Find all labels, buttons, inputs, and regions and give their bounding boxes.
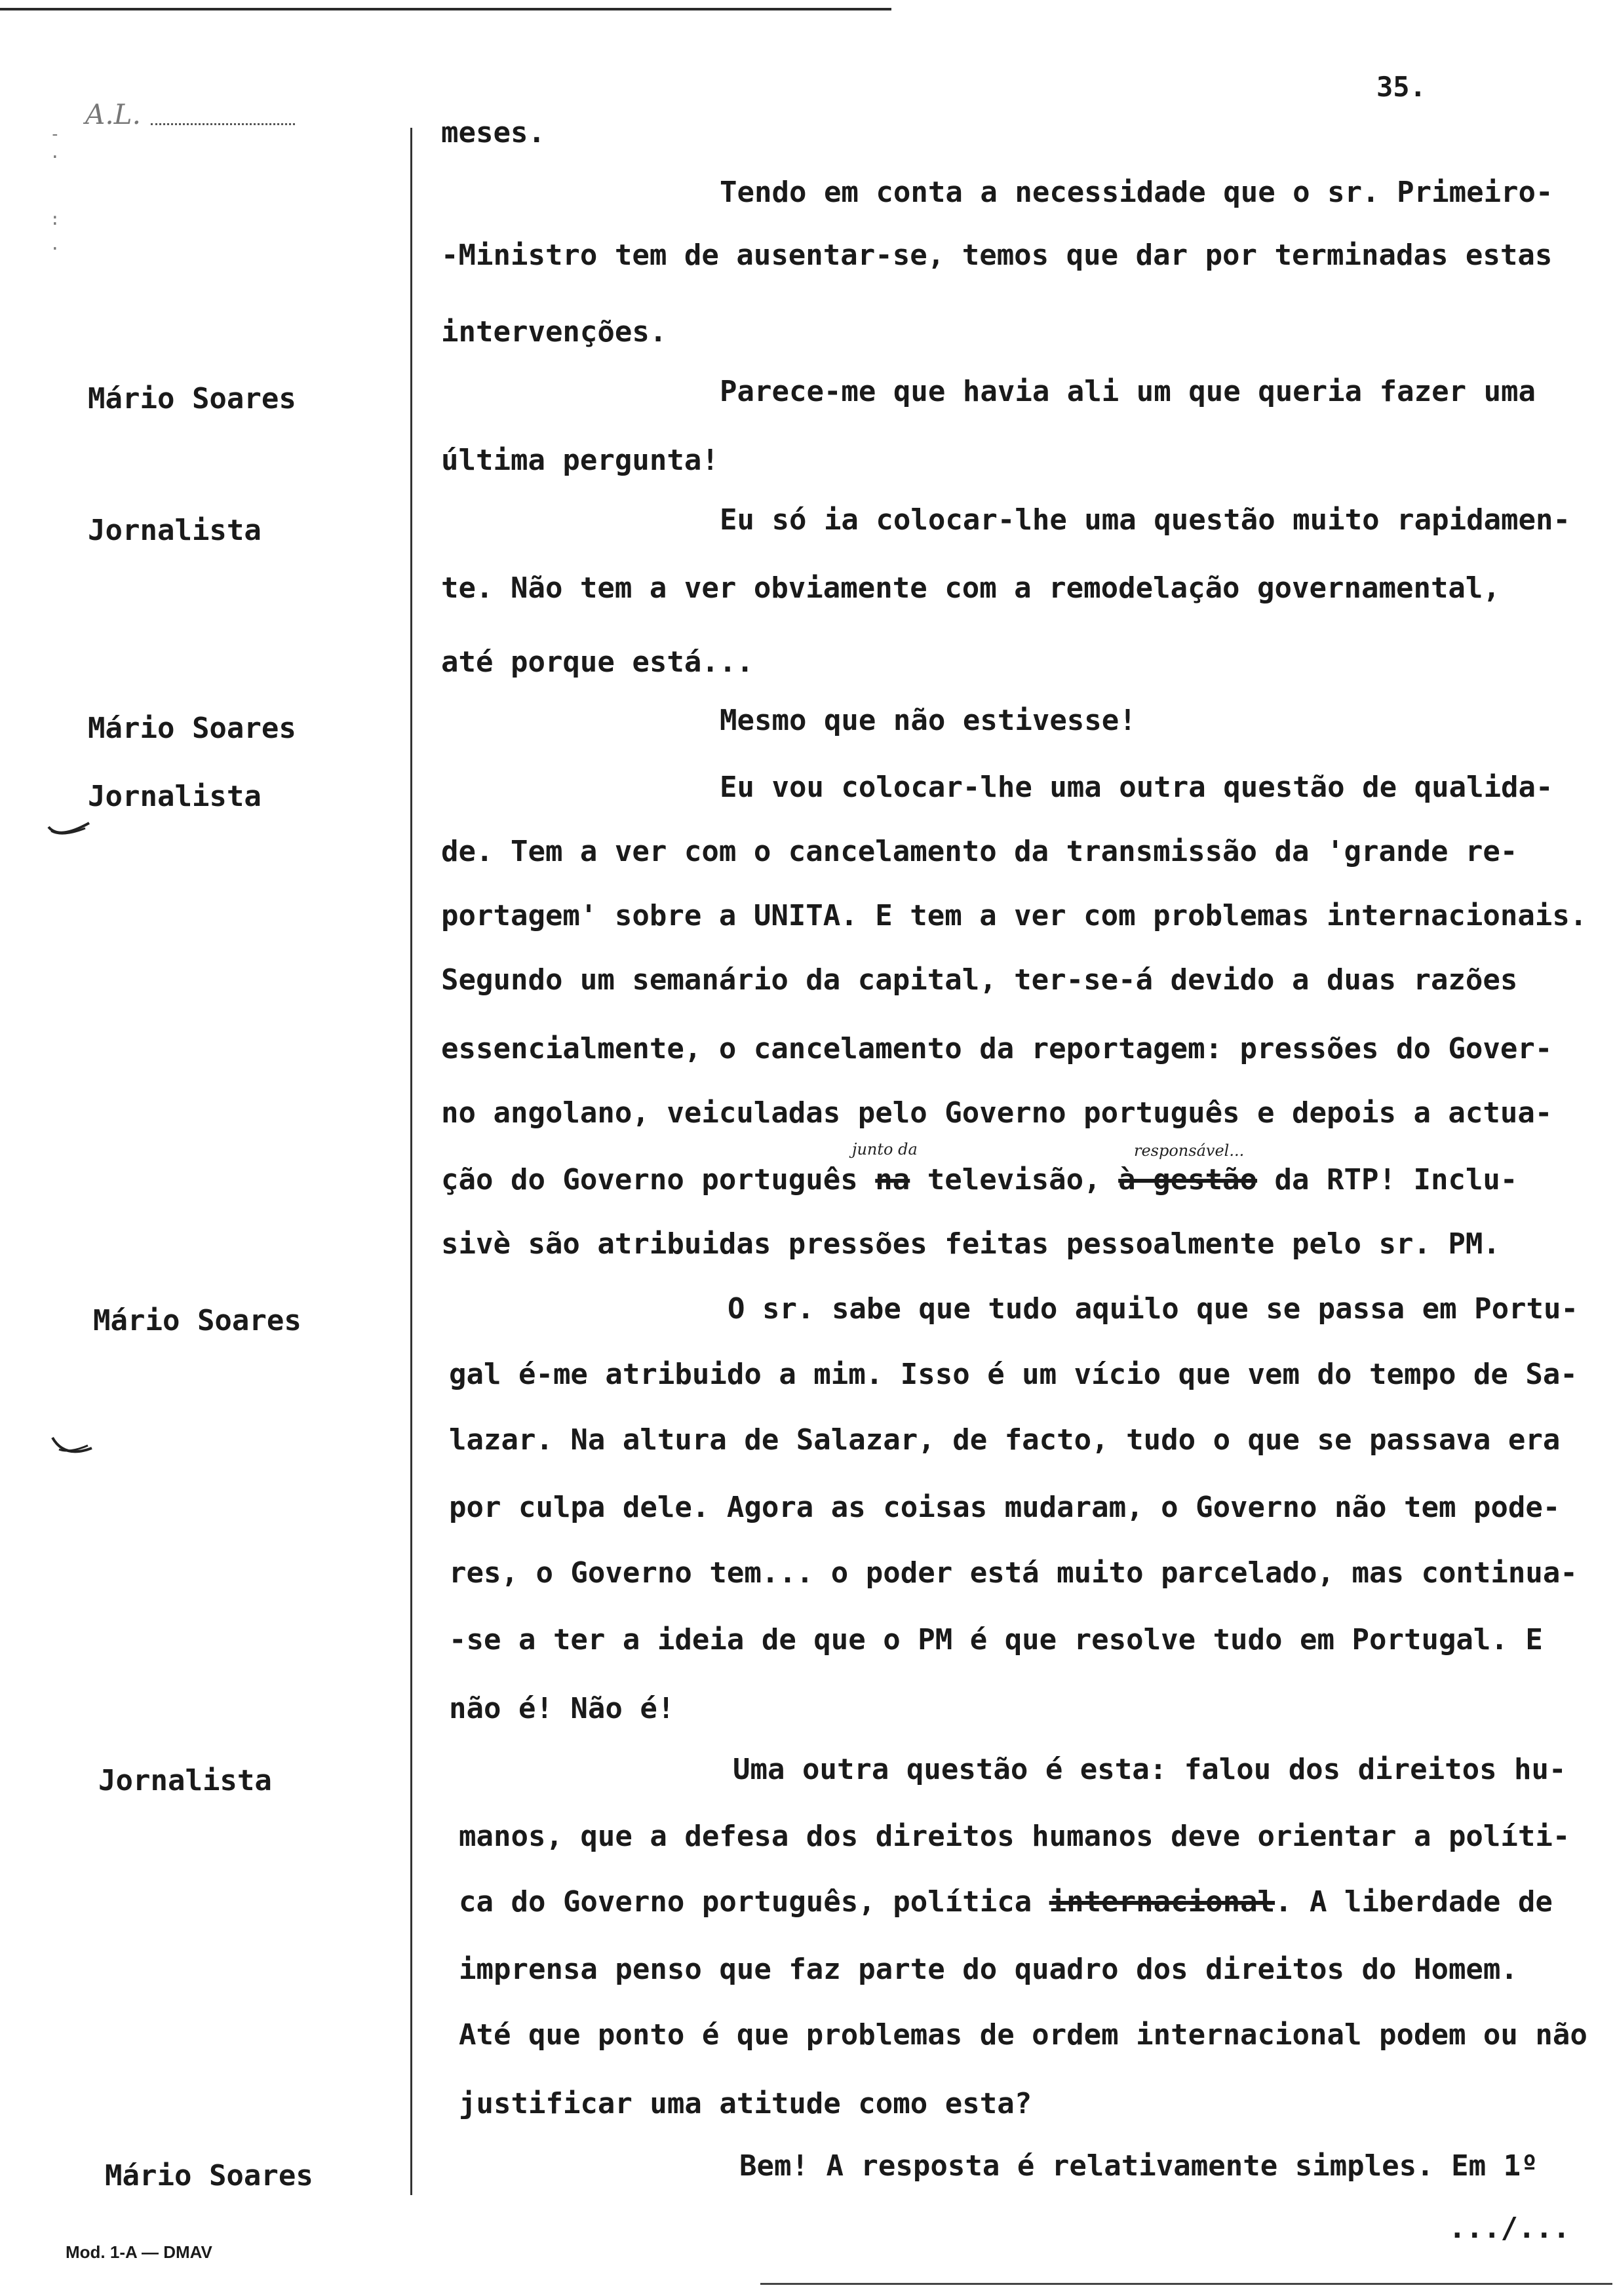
handwritten-insertion: responsável... bbox=[1134, 1141, 1245, 1160]
speaker-label: Jornalista bbox=[88, 780, 262, 813]
stray-mark: : bbox=[50, 210, 60, 229]
stray-mark: - bbox=[50, 124, 60, 144]
transcript-line: te. Não tem a ver obviamente com a remodelação governamental, bbox=[441, 571, 1500, 605]
transcript-line: por culpa dele. Agora as coisas mudaram, o Governo não tem pode- bbox=[449, 1491, 1561, 1524]
stray-mark: · bbox=[50, 147, 60, 167]
struck-word: na bbox=[875, 1163, 910, 1196]
speaker-label: Mário Soares bbox=[88, 712, 296, 745]
bottom-rule bbox=[760, 2283, 1612, 2285]
handwritten-check-mark-icon bbox=[46, 818, 92, 844]
page-number: 35. bbox=[1376, 71, 1426, 103]
transcript-line: Eu vou colocar-lhe uma outra questão de qualida- bbox=[720, 771, 1553, 804]
transcript-line: de. Tem a ver com o cancelamento da transmissão da 'grande re- bbox=[441, 835, 1518, 868]
transcript-line: justificar uma atitude como esta? bbox=[459, 2087, 1032, 2120]
speaker-label: Mário Soares bbox=[105, 2159, 313, 2192]
transcript-line: Segundo um semanário da capital, ter-se-á devido a duas razões bbox=[441, 963, 1518, 997]
transcript-line: Até que ponto é que problemas de ordem internacional podem ou não bbox=[459, 2018, 1587, 2052]
line-part: . A liberdade de bbox=[1275, 1885, 1553, 1919]
form-footer: Mod. 1-A — DMAV bbox=[66, 2242, 212, 2262]
transcript-line: Tendo em conta a necessidade que o sr. Primeiro- bbox=[720, 176, 1553, 209]
transcript-line: Eu só ia colocar-lhe uma questão muito rapidamen- bbox=[720, 503, 1571, 537]
transcript-line: -se a ter a ideia de que o PM é que resolve tudo em Portugal. E bbox=[449, 1623, 1543, 1656]
stray-mark: · bbox=[50, 239, 60, 259]
transcript-line: gal é-me atribuido a mim. Isso é um vício que vem do tempo de Sa- bbox=[449, 1358, 1578, 1391]
transcript-line: Bem! A resposta é relativamente simples. Em 1º bbox=[739, 2149, 1538, 2183]
top-rule bbox=[0, 8, 891, 10]
transcript-line: Parece-me que havia ali um que queria fazer uma bbox=[720, 375, 1536, 408]
speaker-label: Jornalista bbox=[98, 1764, 272, 1797]
margin-initials-text: A.L. bbox=[85, 98, 141, 130]
margin-dotted-line bbox=[151, 123, 295, 125]
transcript-line: não é! Não é! bbox=[449, 1692, 675, 1725]
transcript-line: res, o Governo tem... o poder está muito parcelado, mas continua- bbox=[449, 1556, 1578, 1590]
line-part: ca do Governo português, política bbox=[459, 1885, 1049, 1919]
transcript-line: até porque está... bbox=[441, 645, 754, 679]
line-part: televisão, bbox=[910, 1163, 1119, 1196]
handwritten-check-mark-icon bbox=[50, 1434, 96, 1460]
transcript-line: imprensa penso que faz parte do quadro dos direitos do Homem. bbox=[459, 1953, 1518, 1986]
line-part: da RTP! Inclu- bbox=[1257, 1163, 1518, 1196]
transcript-line-with-corrections bbox=[459, 1885, 1553, 1919]
speaker-label: Mário Soares bbox=[93, 1304, 302, 1337]
transcript-line: última pergunta! bbox=[441, 444, 719, 477]
line-part: ção do Governo português bbox=[441, 1163, 876, 1196]
transcript-line: lazar. Na altura de Salazar, de facto, tudo o que se passava era bbox=[449, 1423, 1561, 1457]
transcript-line: sivè são atribuidas pressões feitas pessoalmente pelo sr. PM. bbox=[441, 1227, 1500, 1261]
struck-word: internacional bbox=[1049, 1885, 1275, 1919]
speaker-label: Jornalista bbox=[88, 514, 262, 547]
margin-initials bbox=[85, 98, 295, 138]
transcript-line: manos, que a defesa dos direitos humanos deve orientar a políti- bbox=[459, 1820, 1570, 1853]
margin-divider bbox=[410, 128, 412, 2195]
continuation-mark: .../... bbox=[1449, 2211, 1570, 2245]
transcript-line: intervenções. bbox=[441, 315, 667, 349]
transcript-line: Mesmo que não estivesse! bbox=[720, 704, 1137, 737]
transcript-line: essencialmente, o cancelamento da reportagem: pressões do Gover- bbox=[441, 1032, 1553, 1065]
speaker-label: Mário Soares bbox=[88, 382, 296, 415]
transcript-line: portagem' sobre a UNITA. E tem a ver com problemas internacionais. bbox=[441, 899, 1587, 932]
transcript-line: Uma outra questão é esta: falou dos direitos hu- bbox=[733, 1753, 1566, 1786]
transcript-line: -Ministro tem de ausentar-se, temos que dar por terminadas estas bbox=[441, 239, 1553, 272]
transcript-line: meses. bbox=[441, 116, 545, 149]
transcript-line-with-corrections bbox=[441, 1163, 1517, 1196]
handwritten-insertion: junto da bbox=[852, 1140, 918, 1158]
transcript-line: O sr. sabe que tudo aquilo que se passa em Portu- bbox=[728, 1292, 1579, 1326]
struck-word: à gestão bbox=[1118, 1163, 1258, 1196]
transcript-line: no angolano, veiculadas pelo Governo português e depois a actua- bbox=[441, 1096, 1553, 1130]
